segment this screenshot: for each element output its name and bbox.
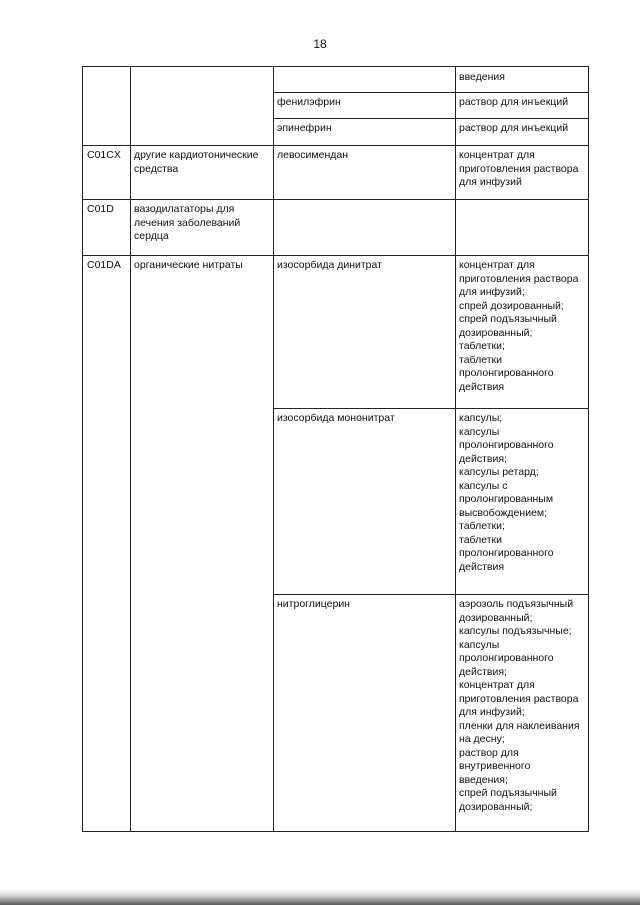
column-divider (273, 67, 274, 831)
page-number: 18 (313, 37, 327, 51)
form-cell: концентрат для приготовления раствора для инфузий; спрей дозированный; спрей подъязычный дозированный; таблетки; таблетки пролонгированного действия (459, 259, 579, 393)
atc-code-cell: C01CX (87, 149, 121, 161)
drug-cell: изосорбида динитрат (277, 259, 382, 271)
form-cell: введения (459, 71, 505, 83)
drug-cell: левосимендан (277, 149, 349, 161)
form-cell: концентрат для приготовления раствора для инфузий (459, 149, 579, 188)
group-cell: органические нитраты (134, 259, 243, 271)
scan-edge-shadow (0, 889, 640, 905)
form-cell: раствор для инъекций (459, 96, 569, 108)
group-cell: другие кардиотонические средства (134, 149, 259, 175)
atc-code-cell: C01D (87, 203, 114, 215)
drug-cell: изосорбида мононитрат (277, 412, 395, 424)
atc-code-cell: C01DA (87, 259, 121, 271)
form-cell: аэрозоль подъязычный дозированный; капсулы подъязычные; капсулы пролонгированного действия; концентрат для приготовления раствора для инфузий; пленки для наклеивания на десну; раствор для внутривенного введения; спрей подъязычный дозированный; (459, 598, 580, 813)
medication-table (82, 66, 589, 832)
drug-cell: эпинефрин (277, 122, 332, 134)
form-cell: капсулы; капсулы пролонгированного действия; капсулы ретард; капсулы с пролонгированным высвобождением; таблетки; таблетки пролонгированного действия (459, 412, 554, 573)
column-divider (130, 67, 131, 831)
drug-cell: фенилэфрин (277, 96, 341, 108)
form-cell: раствор для инъекций (459, 122, 569, 134)
drug-cell: нитроглицерин (277, 598, 350, 610)
group-cell: вазодилататоры для лечения заболеваний сердца (134, 203, 241, 242)
